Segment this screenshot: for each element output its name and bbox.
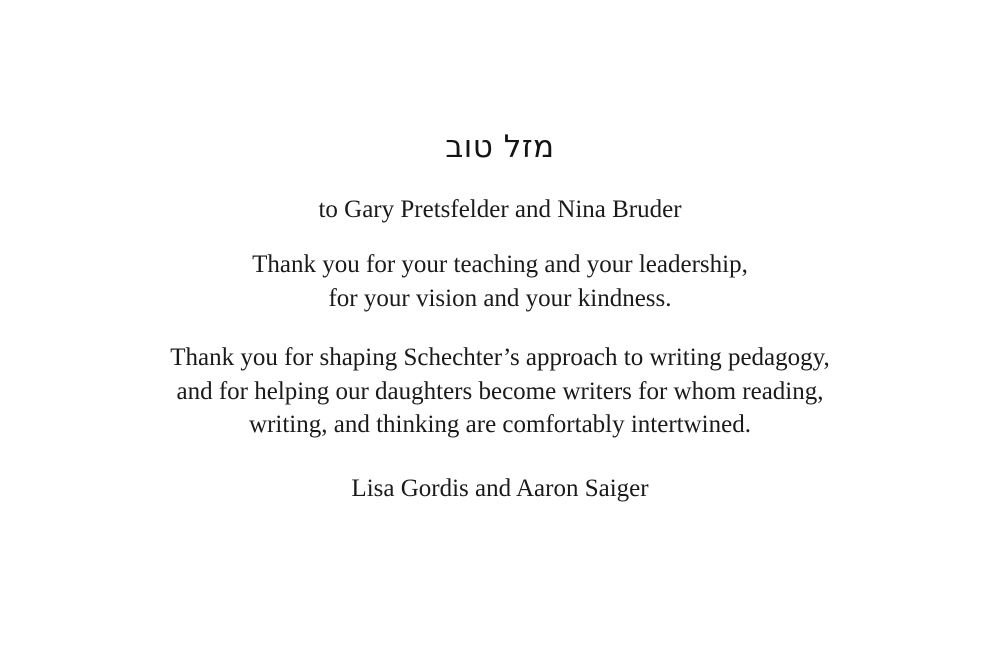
- honorees-line: to Gary Pretsfelder and Nina Bruder: [318, 195, 682, 223]
- signature-block: [0, 472, 1000, 506]
- gratitude-block: [0, 248, 1000, 315]
- hebrew-mazal-tov-heading: מזל טוב: [445, 129, 555, 165]
- thanks-block: [0, 341, 1000, 442]
- thanks-line-1: Thank you for shaping Schechter’s approach to writing pedagogy,: [170, 344, 830, 372]
- thanks-line-2: and for helping our daughters become writers for whom reading,: [176, 377, 824, 405]
- tribute-message: [0, 128, 1000, 505]
- signature-line: Lisa Gordis and Aaron Saiger: [351, 474, 649, 502]
- thanks-line-3: writing, and thinking are comfortably intertwined.: [249, 411, 751, 439]
- gratitude-line-2: for your vision and your kindness.: [328, 284, 672, 312]
- gratitude-line-1: Thank you for your teaching and your leadership,: [252, 251, 748, 279]
- honoree-block: [0, 193, 1000, 227]
